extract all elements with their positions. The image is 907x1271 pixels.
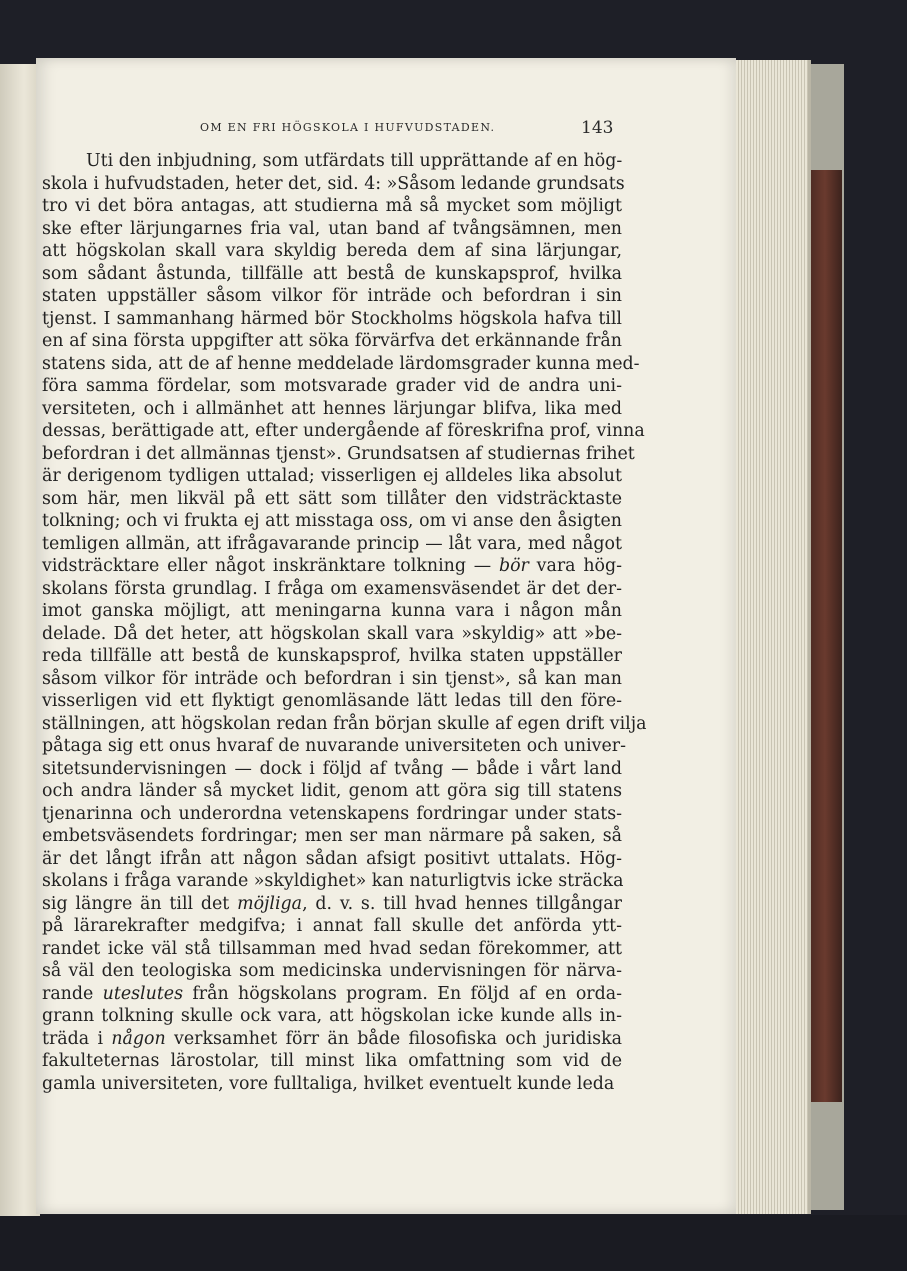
text-line: tro vi det böra antagas, att studierna må så mycket som möjligt xyxy=(42,196,622,216)
emphasized-word: någon xyxy=(111,1028,166,1049)
text-line: rande uteslutes från högskolans program. En följd af en orda- xyxy=(42,983,622,1004)
text-line: befordran i det allmännas tjenst». Grundsatsen af studiernas frihet xyxy=(42,443,635,464)
text-line: delade. Då det heter, att högskolan skall vara »skyldig» att »be- xyxy=(42,623,622,644)
text-line: gamla universiteten, vore fulltaliga, hvilket eventuelt kunde leda xyxy=(42,1073,615,1094)
text-line: sig längre än till det möjliga, d. v. s. till hvad hennes tillgångar xyxy=(42,893,622,914)
text-line: dessas, berättigade att, efter undergående af föreskrifna prof, vinna xyxy=(42,421,645,441)
emphasized-word: bör xyxy=(498,556,529,576)
emphasized-word: uteslutes xyxy=(102,983,184,1004)
text-line: att högskolan skall vara skyldig bereda dem af sina lärjungar, xyxy=(42,241,622,261)
page-block-edges xyxy=(724,60,811,1214)
text-line: Uti den inbjudning, som utfärdats till upprättande af en hög- xyxy=(86,151,623,171)
text-line: temligen allmän, att ifrågavarande princip — låt vara, med något xyxy=(42,533,622,554)
text-line: grann tolkning skulle ock vara, att högskolan icke kunde alls in- xyxy=(42,1006,622,1026)
text-line: skolans första grundlag. I fråga om examensväsendet är det der- xyxy=(42,578,622,599)
text-line: påtaga sig ett onus hvaraf de nuvarande universiteten och univer- xyxy=(42,736,626,756)
text-line: träda i någon verksamhet förr än både filosofiska och juridiska xyxy=(42,1028,623,1049)
text-line: ställningen, att högskolan redan från början skulle af egen drift vilja xyxy=(42,713,647,734)
text-line: visserligen vid ett flyktigt genomläsande lätt ledas till den före- xyxy=(42,691,622,711)
text-line: som sådant åstunda, tillfälle att bestå de kunskapsprof, hvilka xyxy=(42,263,622,284)
facing-page-edge xyxy=(0,64,40,1216)
text-line: som här, men likväl på ett sätt som tillåter den vidsträcktaste xyxy=(42,488,622,509)
text-line: är det långt ifrån att någon sådan afsigt positivt uttalats. Hög- xyxy=(42,848,622,869)
text-line: på lärarekrafter medgifva; i annat fall skulle det anförda ytt- xyxy=(42,916,622,936)
text-line: skolans i fråga varande »skyldighet» kan naturligtvis icke sträcka xyxy=(42,871,624,891)
leather-binding xyxy=(808,170,842,1102)
text-line: reda tillfälle att bestå de kunskapsprof, hvilka staten uppställer xyxy=(42,646,622,666)
table-surface xyxy=(0,1215,907,1271)
text-line: versiteten, och i allmänhet att hennes lärjungar blifva, lika med xyxy=(42,398,622,419)
text-line: tjenst. I sammanhang härmed bör Stockholms högskola hafva till xyxy=(42,308,622,329)
emphasized-word: möjliga xyxy=(237,893,303,914)
text-line: vidsträcktare eller något inskränktare tolkning — bör vara hög- xyxy=(42,556,622,576)
text-line: föra samma fördelar, som motsvarade grader vid de andra uni- xyxy=(42,376,622,396)
running-head-title: OM EN FRI HÖGSKOLA I HUFVUDSTADEN. xyxy=(200,121,496,134)
text-line: embetsväsendets fordringar; men ser man närmare på saken, så xyxy=(42,826,622,846)
text-line: sitetsundervisningen — dock i följd af tvång — både i vårt land xyxy=(42,758,622,779)
running-head xyxy=(36,119,736,139)
text-line: skola i hufvudstaden, heter det, sid. 4: »Såsom ledande grundsats xyxy=(42,173,625,194)
text-line: och andra länder så mycket lidit, genom att göra sig till statens xyxy=(42,781,622,801)
text-line: tolkning; och vi frukta ej att misstaga oss, om vi anse den åsigten xyxy=(42,511,622,531)
text-line: staten uppställer såsom vilkor för inträde och befordran i sin xyxy=(42,286,622,306)
text-line: tjenarinna och underordna vetenskapens fordringar under stats- xyxy=(42,803,622,824)
text-line: statens sida, att de af henne meddelade lärdomsgrader kunna med- xyxy=(42,353,640,374)
text-line: ske efter lärjungarnes fria val, utan band af tvångsämnen, men xyxy=(42,218,622,239)
text-line: en af sina första uppgifter att söka förvärfva det erkännande från xyxy=(42,331,622,351)
body-text xyxy=(42,150,647,1095)
page-number: 143 xyxy=(581,118,614,138)
text-line: randet icke väl stå tillsamman med hvad sedan förekommer, att xyxy=(42,938,622,959)
text-line: såsom vilkor för inträde och befordran i sin tjenst», så kan man xyxy=(42,668,622,689)
text-line: imot ganska möjligt, att meningarna kunna vara i någon mån xyxy=(42,601,622,621)
text-line: fakulteternas lärostolar, till minst lika omfattning som vid de xyxy=(42,1051,622,1071)
text-line: så väl den teologiska som medicinska undervisningen för närva- xyxy=(42,961,622,981)
text-line: är derigenom tydligen uttalad; visserligen ej alldeles lika absolut xyxy=(42,466,622,486)
